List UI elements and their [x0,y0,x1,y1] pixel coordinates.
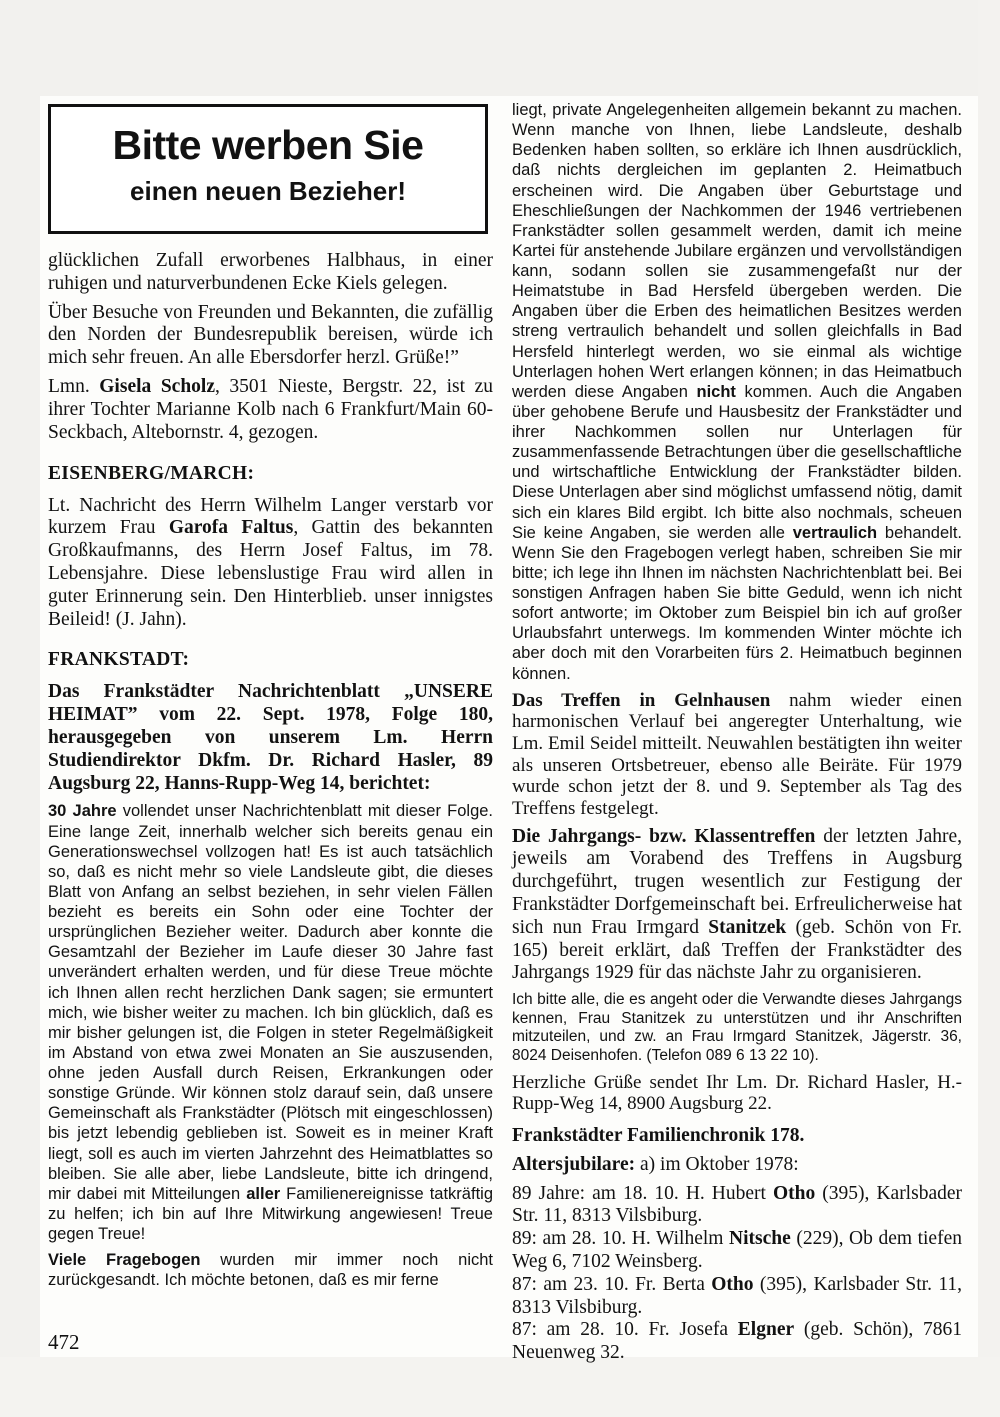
paragraph-gruesse: Herzliche Grüße sendet Ihr Lm. Dr. Richard Hasler, H.-Rupp-Weg 14, 8900 Augsburg 22. [512,1071,962,1115]
body-text: der letzten Jahre, jeweils am Vorabend des Treffens in Augsburg durchgeführt, trugen wesentlich zur Festigung der Frankstädter Dorfgemeinschaft bei. Erfreulicherweise hat sich nun Frau Irmgard [512,825,962,938]
body-text: wurden mir immer noch nicht zurückgesandt. Ich möchte betonen, daß es mir ferne [48,1251,493,1290]
entry-name: Nitsche [729,1228,791,1250]
body-text-2: kommen. Auch die Angaben über gehobene Berufe und Hausbesitz der Frankstädter und ihrer Nachkommen sollen nur Unterlagen für zusammenfassende Betrachtungen über die gesellschaftliche und wirtschaftliche Entwicklung der Frankstädter bilden. Diese Unterlagen aber sind möglichst umfassend nötig, damit sich ein klares Bild ergibt. Ich bitte also nochmals, scheuen Sie keine Angaben, sie werden alle [512,382,963,542]
entry-post: (395), Karlsbader Str. 11, 8313 Vilsbiburg. [512,1273,962,1318]
right-column [512,100,962,1365]
entry-post: (395), Karlsbader Str. 11, 8313 Vilsbiburg. [512,1182,962,1227]
entry-name: Otho [711,1273,754,1295]
person-name: Stanitzek [708,916,787,938]
emphasis-aller: aller [246,1184,281,1203]
entry-pre: 89 Jahre: am 18. 10. H. Hubert [512,1182,773,1204]
paragraph-nachrichtenblatt-intro [48,681,493,795]
jubilare-period: a) im Oktober 1978: [635,1153,799,1175]
list-item [512,1274,962,1320]
body-text: vollendet unser Nachrichtenblatt mit dieser Folge. Eine lange Zeit, innerhalb welcher sich bereits genau ein Generationswechsel vollzogen hat! Es ist auch tatsächlich so, daß es nicht mehr so viele Landsleute gibt, die dieses Blatt von Anfang an selbst beziehen, in sehr vielen Fällen bezieht es bereits ein Sohn oder eine Tochter der ursprünglichen Bezieher weiter. Dadurch aber konnte die Gesamtzahl der Bezieher im Laufe dieser 30 Jahre fast unverändert erhalten werden, und für diese Treue möchte ich Ihnen allen recht herzlichen Dank sagen; sie ermuntert mich, wie bisher weiter zu machen. Ich bin glücklich, daß es mir bisher gelungen ist, die Folgen in steter Regelmäßigkeit im Abstand von etwa zwei Monaten an Sie auszusenden, ohne jeden Ausfall durch Reisen, Erkrankungen oder sonstige Gründe. Wir können stolz darauf sein, daß unsere Gemeinschaft als Frankstädter (Plötsch mit eingeschlossen) bis jetzt lebendig geblieben ist. Soweit es in meiner Kraft liegt, soll es auch im vierten Jahrzehnt des Heimatblattes so bleiben. Sie alle aber, liebe Landsleute, bitte ich dringend, mir dabei mit Mitteilungen [48,802,494,1203]
text-b: , Gattin des bekannten Großkaufmanns, des Herrn Josef Faltus, im 78. Lebensjahre. Diese lebenslustige Frau wird allen in guter Erinnerung sein. Den Hinterblieb. unser innigstes Beileid! (J. Jahn). [48,517,493,630]
publication-title: Das Frankstädter Nachrichtenblatt „UNSERE HEIMAT” vom 22. Sept. 1978, [48,681,493,726]
section-heading-eisenberg: EISENBERG/MARCH: [48,462,255,484]
entry-name: Elgner [737,1319,795,1341]
publication-details: Folge 180, herausgegeben von unserem Lm. Herrn Studiendirektor Dkfm. Dr. Richard Hasler, 89 Augsburg 22, Hanns-Rupp-Weg 14, berichtet: [48,704,493,794]
scan-margin-top [0,0,1000,96]
text-pre: Lmn. [48,376,100,398]
lead-in: Viele Fragebogen [48,1251,201,1270]
paragraph-besuche: Über Besuche von Freunden und Bekannten, die zufällig den Norden der Bundesrepublik bereisen, würde ich mich sehr freuen. An alle Ebersdorfer herzl. Grüße!” [48,301,493,369]
paragraph-treffen-gelnhausen [512,690,962,820]
emphasis-vertraulich: vertraulich [792,523,878,542]
left-column [48,250,493,1290]
body-text-2: (geb. Schön von Fr. 165) bereit erklärt, daß Treffen der Frankstädter des Jahrgangs 1929 für das nächste Jahr zu organisieren. [512,916,962,984]
advert-box [48,104,488,234]
text-post: , 3501 Nieste, Bergstr. 22, ist zu ihrer Tochter Marianne Kolb nach 6 Frankfurt/Main 60-Seckbach, Altebornstr. 4, gezogen. [48,376,493,443]
section-heading-frankstadt: FRANKSTADT: [48,649,190,671]
paragraph-heimatbuch [512,100,962,684]
paragraph-gisela-scholz [48,376,493,444]
person-name: Garofa Faltus [168,517,294,539]
entry-name: Otho [773,1182,816,1204]
body-text-cont: Familienereignisse tatkräftig zu helfen; ich bin auf Ihre Mitwirkung angewiesen! Treue gegen Treue! [48,1184,493,1244]
entry-post: (geb. Schön), 7861 Neuenweg 32. [512,1319,962,1364]
paragraph-continuation: glücklichen Zufall erworbenes Halbhaus, in einer ruhigen und naturverbundenen Ecke Kiels gelegen. [48,250,493,294]
entry-pre: 87: am 28. 10. Fr. Josefa [512,1319,738,1341]
body-text: liegt, private Angelegenheiten allgemein bekannt zu machen. Wenn manche von Ihnen, liebe Landsleute, deshalb Bedenken haben sollten, so erkläre ich Ihnen ausdrücklich, daß nichts dergleichen im geplanten 2. Heimatbuch erscheinen wird. Die Angaben über Geburtstage und Eheschließungen der Nachkommen der 1946 vertriebenen Frankstädter sollen gesammelt werden, damit ich meine Kartei für anstehende Jubilare ergänzen und vervollständigen kann, sodann sollen sie zusammengefaßt nur der Heimatstube in Bad Hersfeld übergeben werden. Die Angaben über die Erben des heimatlichen Besitzes werden streng vertraulich behandelt und sollen gleichfalls in Bad Hersfeld hinterlegt werden, wo sie einmal als wichtige Unterlagen hohen Wert erlangen können; in das Heimatbuch werden diese Angaben [512,101,962,401]
entry-pre: 89: am 28. 10. H. Wilhelm [512,1228,730,1250]
scan-margin-bottom [0,1357,1000,1417]
entry-pre: 87: am 23. 10. Fr. Berta [512,1273,712,1295]
paragraph-30-jahre [48,801,493,1244]
scan-margin-right [978,0,1000,1417]
page-number: 472 [48,1330,80,1354]
list-item [512,1228,962,1274]
person-name: Gisela Scholz [99,376,215,398]
advert-subline: einen neuen Bezieher! [130,176,406,206]
label-altersjubilare: Altersjubilare: [512,1153,636,1175]
paragraph-fragebogen [48,1250,493,1290]
scan-margin-left [0,0,40,1417]
lead-in: Das Treffen in Gelnhausen [512,689,771,711]
text-a: Lt. Nachricht des Herrn Wilhelm Langer verstarb vor kurzem Frau [48,494,493,539]
advert-headline: Bitte werben Sie [112,122,424,168]
paragraph-eisenberg [48,495,493,632]
jubilare-list [512,1183,962,1366]
lead-in: Die Jahrgangs- bzw. Klassentreffen [512,825,816,847]
list-item [512,1183,962,1229]
heading-familienchronik: Frankstädter Familienchronik 178. [512,1124,805,1146]
lead-in: 30 Jahre [48,802,117,821]
body-text-3: behandelt. Wenn Sie den Fragebogen verlegt haben, schreiben Sie mir bitte; ich lege ihn Ihnen im nächsten Nachrichtenblatt bei. Bei sonstigen Anfragen haben Sie bitte Geduld, wenn ich nicht sofort antworte; im Oktober zum Beispiel bin ich auf großer Urlaubsfahrt unterwegs. Im kommenden Winter möchte ich aber doch mit den Vorarbeiten fürs 2. Heimatbuch beginnen können. [512,523,962,683]
list-item [512,1319,962,1365]
body-text: nahm wieder einen harmonischen Verlauf bei angeregter Unterhaltung, wie Lm. Emil Seidel mitteilt. Neuwahlen bestätigten ihn weiter als unseren Ortsbetreuer, ebenso alle Beiräte. Für 1979 wurde schon jetzt der 8. und 9. September als Tag des Treffens festgelegt. [512,689,962,819]
paragraph-bitte-unterstuetzung: Ich bitte alle, die es angeht oder die Verwandte dieses Jahrgangs kennen, Frau Stanitzek zu unterstützen und ihr Anschriften mitzuteilen, und zw. an Frau Irmgard Stanitzek, Jägerstr. 36, 8024 Deisenhofen. (Telefon 089 6 13 22 10). [512,991,962,1065]
paragraph-altersjubilare [512,1154,962,1177]
entry-post: (229), Ob dem tiefen Weg 6, 7102 Weinsberg. [512,1228,962,1272]
paragraph-jahrgangstreffen [512,826,962,986]
emphasis-nicht: nicht [696,382,736,401]
